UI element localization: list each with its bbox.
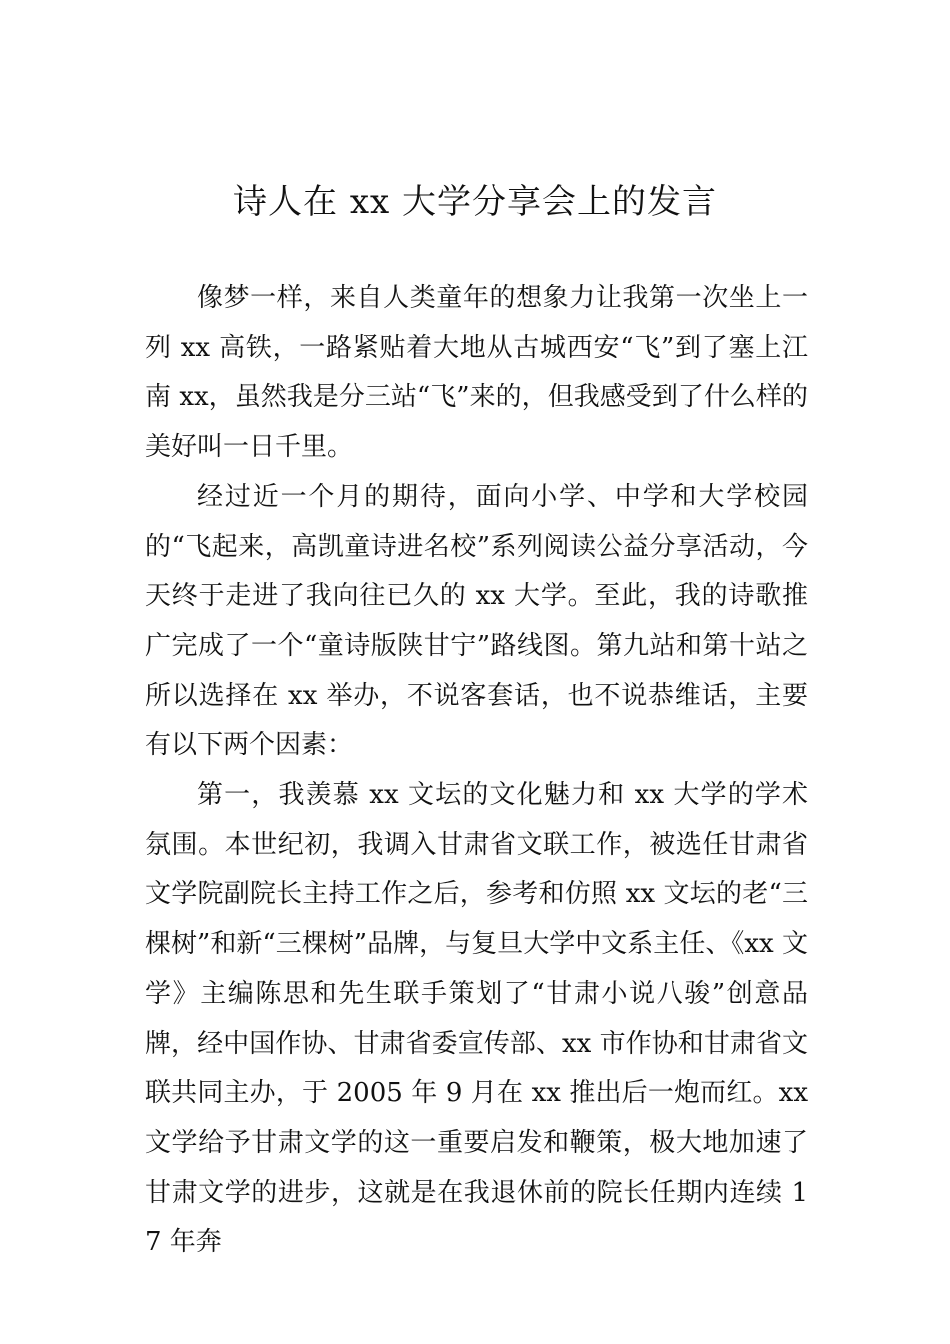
- document-title: 诗人在 xx 大学分享会上的发言: [233, 182, 717, 222]
- paragraph-1: 像梦一样，来自人类童年的想象力让我第一次坐上一列 xx 高铁，一路紧贴着大地从古城西安“飞”到了塞上江南 xx，虽然我是分三站“飞”来的，但我感受到了什么样的美好叫一日千里。: [145, 283, 808, 463]
- document-body: [145, 274, 808, 1268]
- paragraph-3: 第一，我羡慕 xx 文坛的文化魅力和 xx 大学的学术氛围。本世纪初，我调入甘肃省文联工作，被选任甘肃省文学院副院长主持工作之后，参考和仿照 xx 文坛的老“三棵树”和新“三棵树”品牌，与复旦大学中文系主任、《xx 文学》主编陈思和先生联手策划了“甘肃小说八骏”创意品牌，经中国作协、甘肃省委宣传部、xx 市作协和甘肃省文联共同主办，于 2005 年 9 月在 xx 推出后一炮而红。xx 文学给予甘肃文学的这一重要启发和鞭策，极大地加速了甘肃文学的进步，这就是在我退休前的院长任期内连续 17 年奔: [145, 780, 808, 1258]
- paragraph-2: 经过近一个月的期待，面向小学、中学和大学校园的“飞起来，高凯童诗进名校”系列阅读公益分享活动，今天终于走进了我向往已久的 xx 大学。至此，我的诗歌推广完成了一个“童诗版陕甘宁”路线图。第九站和第十站之所以选择在 xx 举办，不说客套话，也不说恭维话，主要有以下两个因素：: [145, 481, 808, 761]
